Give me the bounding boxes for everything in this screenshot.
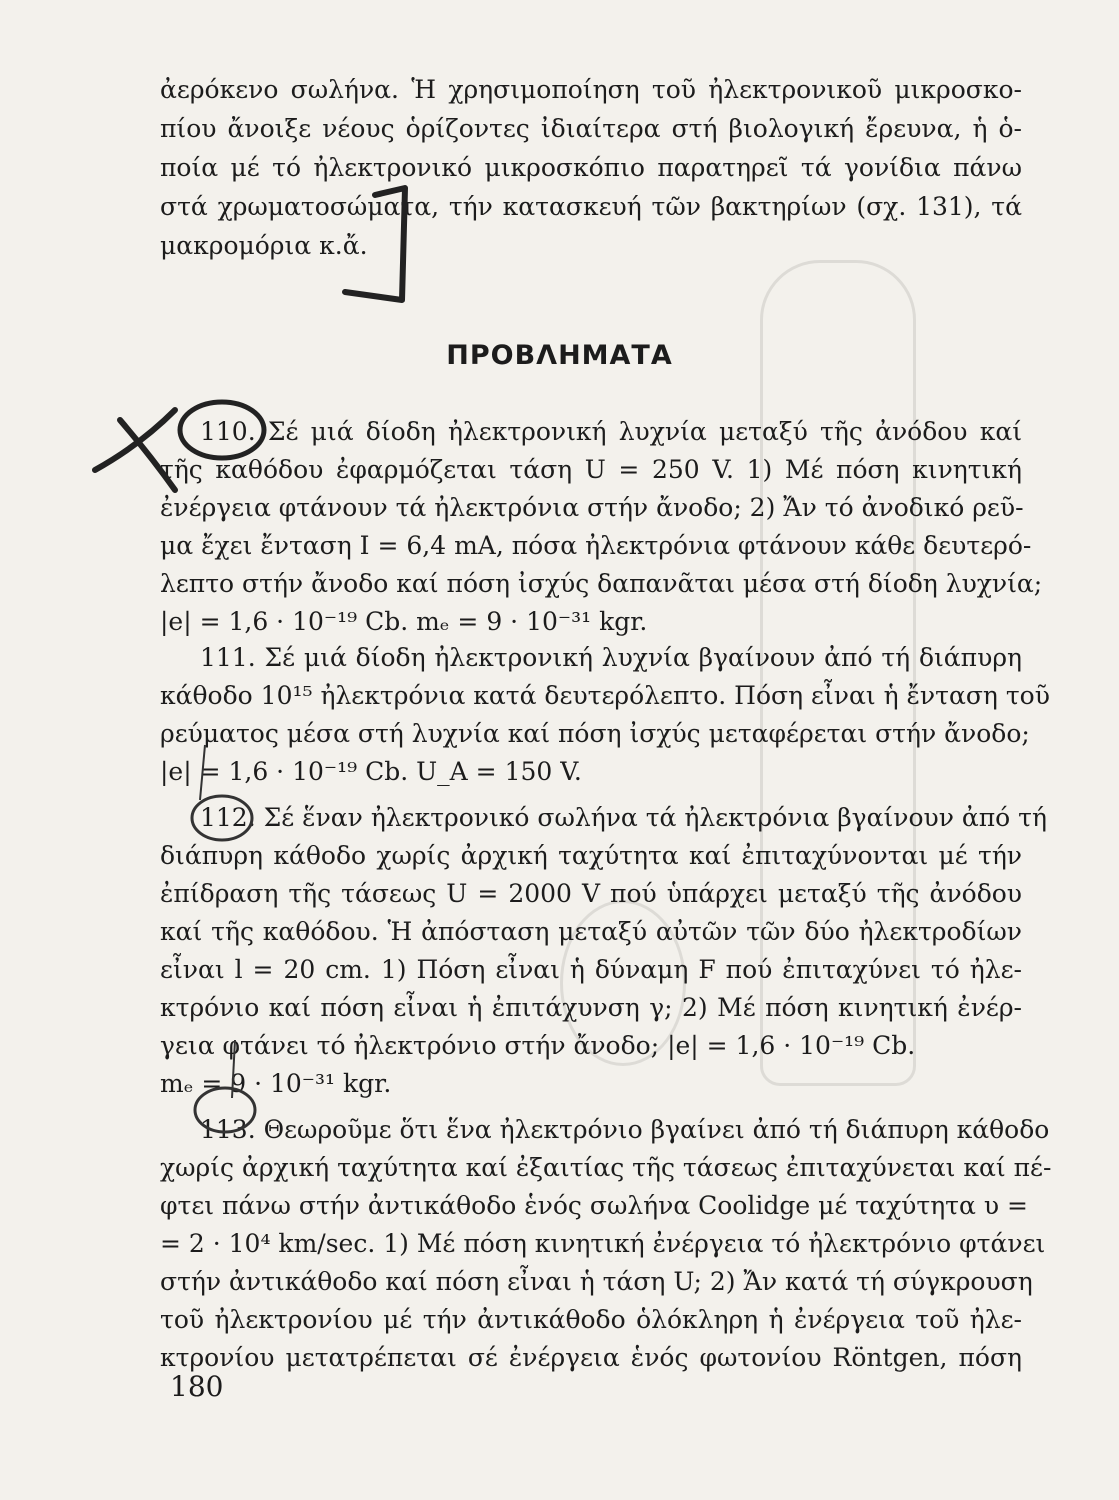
text-line: 113. Θεωροῦμε ὅτι ἕνα ἠλεκτρόνιο βγαίνει ἀπό τή διάπυρη κάθοδο	[200, 1115, 1050, 1144]
text-line: κάθοδο 10¹⁵ ἠλεκτρόνια κατά δευτερόλεπτο. Πόση εἶναι ἡ ἔνταση τοῦ	[160, 681, 1050, 710]
text-line: χωρίς ἀρχική ταχύτητα καί ἐξαιτίας τῆς τάσεως ἐπιταχύνεται καί πέ-	[160, 1153, 1052, 1182]
text-line: στήν ἀντικάθοδο καί πόση εἶναι ἡ τάση U; 2) Ἄν κατά τή σύγκρουση	[160, 1267, 1033, 1296]
text-line: λεπτο στήν ἄνοδο καί πόση ἰσχύς δαπανᾶται μέσα στή δίοδη λυχνία;	[160, 569, 1043, 598]
text-line: τοῦ ἠλεκτρονίου μέ τήν ἀντικάθοδο ὁλόκληρη ἡ ἐνέργεια τοῦ ἠλε-	[160, 1305, 1022, 1334]
text-line: τῆς καθόδου ἐφαρμόζεται τάση U = 250 V. 1) Μέ πόση κινητική	[160, 455, 1022, 484]
text-line: 110. Σέ μιά δίοδη ἠλεκτρονική λυχνία μεταξύ τῆς ἀνόδου καί	[200, 417, 1022, 446]
text-line: στά χρωματοσώματα, τήν κατασκευή τῶν βακτηρίων (σχ. 131), τά	[160, 192, 1022, 221]
text-line: διάπυρη κάθοδο χωρίς ἀρχική ταχύτητα καί ἐπιταχύνονται μέ τήν	[160, 841, 1022, 870]
text-line: 111. Σέ μιά δίοδη ἠλεκτρονική λυχνία βγαίνουν ἀπό τή διάπυρη	[200, 643, 1022, 672]
text-line: πίου ἄνοιξε νέους ὁρίζοντες ἰδιαίτερα στή βιολογική ἔρευνα, ἡ ὁ-	[160, 114, 1022, 143]
text-line: 112. Σέ ἕναν ἠλεκτρονικό σωλήνα τά ἠλεκτρόνια βγαίνουν ἀπό τή	[200, 803, 1047, 832]
section-heading: ΠΡΟΒΛΗΜΑΤΑ	[446, 340, 673, 371]
text-line: ἐνέργεια φτάνουν τά ἠλεκτρόνια στήν ἄνοδο; 2) Ἄν τό ἀνοδικό ρεῦ-	[160, 493, 1024, 522]
text-line: μα ἔχει ἔνταση I = 6,4 mA, πόσα ἠλεκτρόνια φτάνουν κάθε δευτερό-	[160, 531, 1032, 560]
text-line: καί τῆς καθόδου. Ἡ ἀπόσταση μεταξύ αὐτῶν τῶν δύο ἠλεκτροδίων	[160, 917, 1022, 946]
text-line: μακρομόρια κ.ἄ.	[160, 231, 368, 260]
text-line: ποία μέ τό ἠλεκτρονικό μικροσκόπιο παρατηρεῖ τά γονίδια πάνω	[160, 153, 1022, 182]
text-line: φτει πάνω στήν ἀντικάθοδο ἑνός σωλήνα Coolidge μέ ταχύτητα υ =	[160, 1191, 1028, 1220]
text-line: mₑ = 9 · 10⁻³¹ kgr.	[160, 1069, 392, 1098]
text-line: |e| = 1,6 · 10⁻¹⁹ Cb. mₑ = 9 · 10⁻³¹ kgr.	[160, 607, 648, 636]
text-line: ἐπίδραση τῆς τάσεως U = 2000 V πού ὑπάρχει μεταξύ τῆς ἀνόδου	[160, 879, 1022, 908]
text-line: κτρονίου μετατρέπεται σέ ἐνέργεια ἑνός φωτονίου Röntgen, πόση	[160, 1343, 1022, 1372]
text-line: γεια φτάνει τό ἠλεκτρόνιο στήν ἄνοδο; |e| = 1,6 · 10⁻¹⁹ Cb.	[160, 1031, 916, 1060]
text-line: ἀερόκενο σωλήνα. Ἡ χρησιμοποίηση τοῦ ἠλεκτρονικοῦ μικροσκο-	[160, 75, 1022, 104]
text-line: εἶναι l = 20 cm. 1) Πόση εἶναι ἡ δύναμη F πού ἐπιταχύνει τό ἠλε-	[160, 955, 1022, 984]
text-line: ρεύματος μέσα στή λυχνία καί πόση ἰσχύς μεταφέρεται στήν ἄνοδο;	[160, 719, 1030, 748]
page-number: 180	[170, 1370, 224, 1403]
text-line: κτρόνιο καί πόση εἶναι ἡ ἐπιτάχυνση γ; 2) Μέ πόση κινητική ἐνέρ-	[160, 993, 1022, 1022]
text-line: |e| = 1,6 · 10⁻¹⁹ Cb. U_A = 150 V.	[160, 757, 582, 786]
text-line: = 2 · 10⁴ km/sec. 1) Μέ πόση κινητική ἐνέργεια τό ἠλεκτρόνιο φτάνει	[160, 1229, 1046, 1258]
